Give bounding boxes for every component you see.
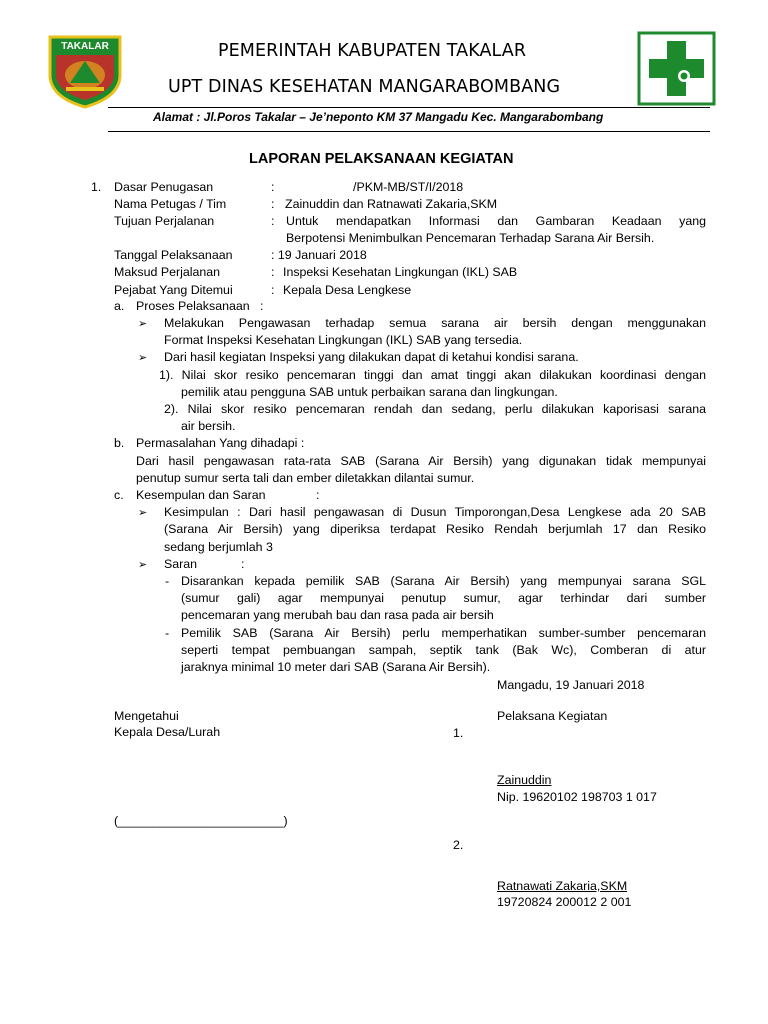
- section-b-letter: b.: [114, 436, 125, 450]
- field-label-dasar: Dasar Penugasan: [114, 180, 214, 194]
- section-c-saran2-l3: jaraknya minimal 10 meter dari SAB (Sarana Air Bersih).: [181, 660, 491, 674]
- logo-takalar-text: TAKALAR: [61, 41, 109, 52]
- field-label-tujuan: Tujuan Perjalanan: [114, 214, 215, 228]
- signer1-name: Zainuddin: [497, 773, 552, 787]
- logo-takalar: [44, 31, 126, 109]
- item-number: 1.: [91, 180, 102, 194]
- section-a-sub1-l2: pemilik atau pengguna SAB untuk perbaikan sarana dan lingkungan.: [181, 385, 558, 399]
- section-c-letter: c.: [114, 488, 124, 502]
- field-sep-tujuan: :: [271, 214, 275, 228]
- sign-left-l1: Mengetahui: [114, 709, 179, 723]
- field-sep-petugas: :: [271, 197, 275, 211]
- field-value-maksud: Inspeksi Kesehatan Lingkungan (IKL) SAB: [283, 265, 518, 279]
- field-sep-pejabat: :: [271, 283, 275, 297]
- section-c-kesimpulan-l2: (Sarana Air Bersih) yang diperiksa terdapat Resiko Rendah berjumlah 17 dan Resiko: [164, 522, 706, 536]
- signer1-nip: Nip. 19620102 198703 1 017: [497, 790, 657, 804]
- section-c-saran2-l2: seperti tempat pembuangan sampah, septik tank (Bak Wc), Comberan di atur: [181, 643, 706, 657]
- address: Alamat : Jl.Poros Takalar – Je’neponto KM 37 Mangadu Kec. Mangarabombang: [153, 110, 604, 124]
- bullet-arrow-icon: ➢: [138, 352, 148, 364]
- section-b-l2: penutup sumur serta tali dan ember diletakkan dilantai sumur.: [136, 471, 475, 485]
- section-c-saran1-l2: (sumur gali) agar mempunyai penutup sumur, agar terhindar dari sumber: [181, 591, 706, 605]
- field-label-petugas: Nama Petugas / Tim: [114, 197, 227, 211]
- section-c-saran2-l1: Pemilik SAB (Sarana Air Bersih) perlu memperhatikan sumber-sumber pencemaran: [181, 626, 706, 640]
- dash-icon: -: [165, 574, 170, 588]
- field-value-tujuan-1: Untuk mendapatkan Informasi dan Gambaran Keadaan yang: [286, 214, 706, 228]
- section-a-heading: Proses Pelaksanaan :: [136, 299, 264, 313]
- field-value-tujuan-2: Berpotensi Menimbulkan Pencemaran Terhadap Sarana Air Bersih.: [286, 231, 655, 245]
- bullet-arrow-icon: ➢: [138, 507, 148, 519]
- field-sep-dasar: :: [271, 180, 275, 194]
- section-c-saran-label: Saran: [164, 557, 198, 571]
- header-rule-bottom: [108, 131, 710, 132]
- bullet-arrow-icon: ➢: [138, 318, 148, 330]
- section-c-kesimpulan-l3: sedang berjumlah 3: [164, 540, 273, 554]
- bullet-arrow-icon: ➢: [138, 559, 148, 571]
- sign-left-blank: (________________________): [114, 814, 288, 828]
- field-value-tanggal: : 19 Januari 2018: [271, 248, 367, 262]
- field-label-tanggal: Tanggal Pelaksanaan: [114, 248, 233, 262]
- sign-right-title: Pelaksana Kegiatan: [497, 709, 608, 723]
- section-c-heading-colon: :: [316, 488, 320, 502]
- signer2-name: Ratnawati Zakaria,SKM: [497, 879, 628, 893]
- sign-num-2: 2.: [453, 838, 464, 852]
- page-title: LAPORAN PELAKSANAAN KEGIATAN: [249, 151, 514, 167]
- section-c-saran1-l3: pencemaran yang merubah bau dan rasa pada air bersih: [181, 608, 494, 622]
- logo-kesehatan: [637, 31, 716, 106]
- section-a-bullet1-l2: Format Inspeksi Kesehatan Lingkungan (IKL) SAB yang tersedia.: [164, 333, 523, 347]
- header-line2: UPT DINAS KESEHATAN MANGARABOMBANG: [168, 77, 561, 97]
- section-a-bullet2: Dari hasil kegiatan Inspeksi yang dilakukan dapat di ketahui kondisi sarana.: [164, 350, 579, 364]
- section-c-saran-colon: :: [241, 557, 245, 571]
- field-value-pejabat: Kepala Desa Lengkese: [283, 283, 412, 297]
- field-label-maksud: Maksud Perjalanan: [114, 265, 221, 279]
- section-a-sub1-l1: 1). Nilai skor resiko pencemaran tinggi dan amat tinggi akan dilakukan koordinasi dengan: [159, 368, 706, 382]
- sign-num-1: 1.: [453, 726, 464, 740]
- field-value-dasar: /PKM-MB/ST/I/2018: [353, 180, 464, 194]
- section-a-sub2-l2: air bersih.: [181, 419, 236, 433]
- field-value-petugas: Zainuddin dan Ratnawati Zakaria,SKM: [285, 197, 498, 211]
- section-a-bullet1-l1: Melakukan Pengawasan terhadap semua sarana air bersih dengan menggunakan: [164, 316, 706, 330]
- field-label-pejabat: Pejabat Yang Ditemui: [114, 283, 233, 297]
- dash-icon: -: [165, 626, 170, 640]
- place-date: Mangadu, 19 Januari 2018: [497, 678, 645, 692]
- section-b-heading: Permasalahan Yang dihadapi :: [136, 436, 305, 450]
- header-rule-top: [108, 107, 710, 108]
- section-a-sub2-l1: 2). Nilai skor resiko pencemaran rendah dan sedang, perlu dilakukan kaporisasi sarana: [164, 402, 706, 416]
- section-b-l1: Dari hasil pengawasan rata-rata SAB (Sarana Air Bersih) yang digunakan tidak mempunyai: [136, 454, 706, 468]
- field-sep-maksud: :: [271, 265, 275, 279]
- sign-left-l2: Kepala Desa/Lurah: [114, 725, 221, 739]
- section-c-saran1-l1: Disarankan kepada pemilik SAB (Sarana Air Bersih) yang mempunyai sarana SGL: [181, 574, 706, 588]
- header-line1: PEMERINTAH KABUPATEN TAKALAR: [218, 41, 527, 61]
- section-a-letter: a.: [114, 299, 125, 313]
- section-c-heading: Kesempulan dan Saran: [136, 488, 266, 502]
- section-c-kesimpulan-l1: Kesimpulan : Dari hasil pengawasan di Dusun Timporongan,Desa Lengkese ada 20 SAB: [164, 505, 706, 519]
- signer2-nip: 19720824 200012 2 001: [497, 895, 632, 909]
